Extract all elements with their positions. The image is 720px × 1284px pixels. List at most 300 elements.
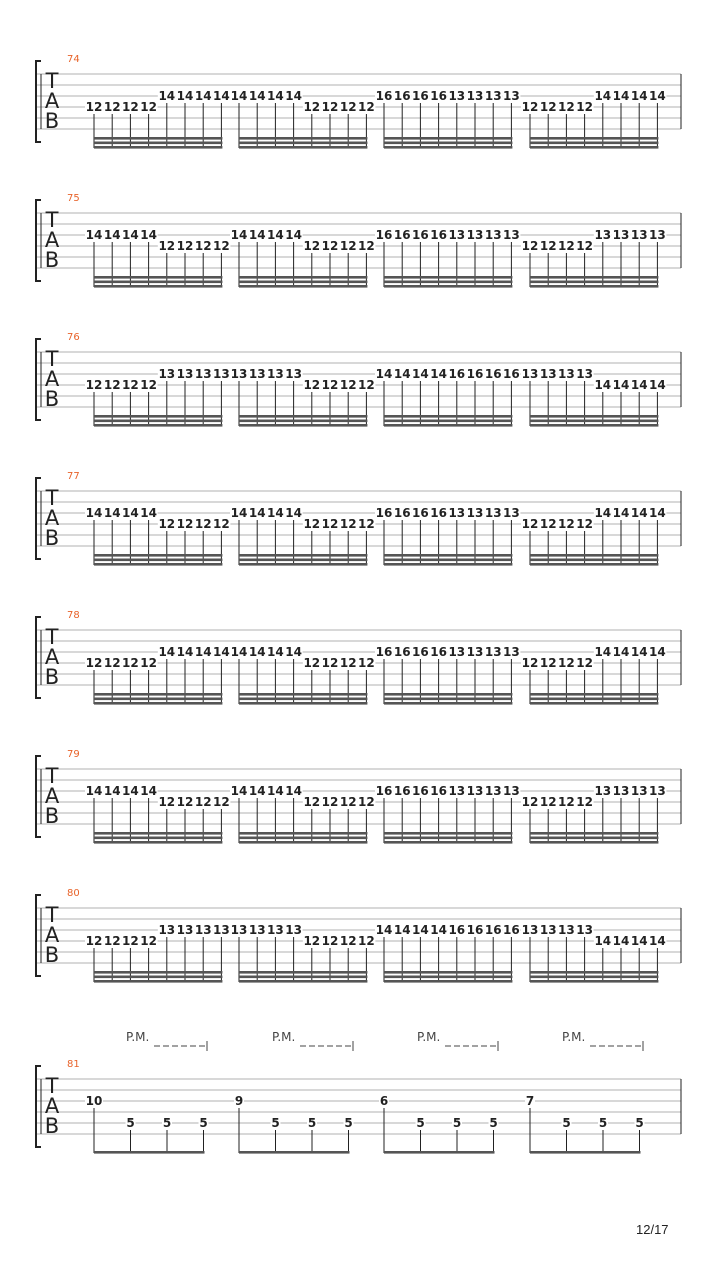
fret-number: 16 bbox=[375, 645, 393, 659]
fret-number: 14 bbox=[85, 228, 103, 242]
beam bbox=[384, 976, 512, 979]
fret-number: 12 bbox=[558, 656, 575, 670]
fret-number: 12 bbox=[194, 795, 212, 809]
tab-system bbox=[36, 54, 681, 149]
beam bbox=[384, 841, 512, 844]
fret-number: 12 bbox=[321, 934, 339, 948]
beam bbox=[530, 559, 658, 562]
fret-number: 12 bbox=[303, 934, 321, 948]
beam bbox=[530, 415, 658, 418]
fret-number: 16 bbox=[375, 506, 393, 520]
tab-clef-letter: T bbox=[45, 625, 59, 649]
fret-number: 14 bbox=[412, 367, 429, 381]
fret-number: 14 bbox=[194, 89, 212, 103]
beam bbox=[94, 137, 222, 140]
fret-number: 12 bbox=[321, 100, 339, 114]
beam bbox=[530, 693, 658, 696]
tab-clef-letter: T bbox=[45, 69, 59, 93]
fret-number: 16 bbox=[448, 367, 466, 381]
tab-clef-letter: A bbox=[44, 506, 60, 530]
fret-number: 12 bbox=[103, 100, 121, 114]
beam bbox=[94, 702, 222, 705]
system-bracket bbox=[36, 895, 41, 976]
fret-number: 13 bbox=[448, 228, 466, 242]
fret-number: 16 bbox=[503, 923, 520, 937]
beam bbox=[239, 420, 367, 423]
fret-number: 14 bbox=[285, 89, 302, 103]
measure-number: 74 bbox=[67, 54, 80, 65]
palm-mute-label: P.M. bbox=[562, 1030, 586, 1044]
fret-number: 14 bbox=[594, 934, 612, 948]
tab-clef-letter: T bbox=[45, 208, 59, 232]
measure-number: 75 bbox=[67, 193, 80, 204]
fret-number: 14 bbox=[393, 367, 411, 381]
tab-clef-letter: T bbox=[45, 347, 59, 371]
beam bbox=[530, 420, 658, 423]
fret-number: 12 bbox=[303, 795, 321, 809]
fret-number: 12 bbox=[521, 100, 539, 114]
fret-number: 12 bbox=[576, 795, 593, 809]
fret-number: 16 bbox=[412, 506, 429, 520]
fret-number: 13 bbox=[484, 506, 502, 520]
fret-number: 12 bbox=[303, 239, 321, 253]
fret-number: 13 bbox=[213, 367, 230, 381]
fret-number: 5 bbox=[452, 1116, 462, 1130]
beam bbox=[239, 276, 367, 279]
beam bbox=[239, 146, 367, 149]
beam bbox=[530, 980, 658, 983]
fret-number: 13 bbox=[176, 367, 194, 381]
fret-number: 14 bbox=[594, 506, 612, 520]
fret-number: 5 bbox=[162, 1116, 172, 1130]
fret-number: 12 bbox=[213, 239, 230, 253]
fret-number: 12 bbox=[303, 517, 321, 531]
measure-number: 79 bbox=[67, 749, 80, 760]
fret-number: 14 bbox=[230, 784, 248, 798]
fret-number: 13 bbox=[267, 367, 284, 381]
palm-mute-label: P.M. bbox=[417, 1030, 441, 1044]
fret-number: 12 bbox=[194, 517, 212, 531]
fret-number: 12 bbox=[339, 656, 357, 670]
tab-clef-letter: A bbox=[44, 784, 60, 808]
fret-number: 12 bbox=[140, 656, 157, 670]
fret-number: 12 bbox=[321, 795, 339, 809]
fret-number: 13 bbox=[466, 645, 484, 659]
fret-number: 5 bbox=[126, 1116, 135, 1130]
tab-clef-letter: B bbox=[44, 804, 60, 828]
tab-clef-letter: B bbox=[44, 665, 60, 689]
fret-number: 13 bbox=[176, 923, 194, 937]
fret-number: 14 bbox=[612, 89, 630, 103]
fret-number: 14 bbox=[375, 923, 393, 937]
beam bbox=[384, 424, 512, 427]
fret-number: 16 bbox=[430, 645, 447, 659]
fret-number: 16 bbox=[430, 89, 447, 103]
fret-number: 12 bbox=[303, 100, 321, 114]
fret-number: 12 bbox=[539, 795, 557, 809]
fret-number: 12 bbox=[176, 239, 194, 253]
fret-number: 13 bbox=[194, 923, 212, 937]
fret-number: 12 bbox=[539, 517, 557, 531]
fret-number: 16 bbox=[430, 228, 447, 242]
fret-number: 12 bbox=[558, 100, 575, 114]
beam bbox=[94, 276, 222, 279]
beam bbox=[384, 837, 512, 840]
fret-number: 14 bbox=[630, 934, 648, 948]
fret-number: 14 bbox=[649, 934, 666, 948]
fret-number: 12 bbox=[85, 378, 103, 392]
fret-number: 13 bbox=[612, 228, 630, 242]
beam bbox=[384, 420, 512, 423]
system-bracket bbox=[36, 1066, 41, 1147]
fret-number: 16 bbox=[393, 506, 411, 520]
beam bbox=[384, 146, 512, 149]
beam bbox=[384, 554, 512, 557]
fret-number: 13 bbox=[484, 89, 502, 103]
tab-clef-letter: B bbox=[44, 943, 60, 967]
beam bbox=[94, 837, 222, 840]
beam bbox=[384, 1151, 495, 1154]
beam bbox=[239, 702, 367, 705]
beam bbox=[94, 420, 222, 423]
fret-number: 13 bbox=[484, 228, 502, 242]
fret-number: 13 bbox=[630, 228, 648, 242]
beam bbox=[94, 285, 222, 288]
beam bbox=[530, 976, 658, 979]
beam bbox=[530, 554, 658, 557]
fret-number: 5 bbox=[635, 1116, 644, 1130]
fret-number: 12 bbox=[85, 656, 103, 670]
fret-number: 5 bbox=[416, 1116, 425, 1130]
beam bbox=[94, 971, 222, 974]
fret-number: 16 bbox=[393, 784, 411, 798]
fret-number: 12 bbox=[85, 934, 103, 948]
fret-number: 14 bbox=[285, 784, 302, 798]
fret-number: 16 bbox=[393, 228, 411, 242]
fret-number: 14 bbox=[649, 645, 666, 659]
fret-number: 13 bbox=[576, 367, 593, 381]
fret-number: 14 bbox=[630, 89, 648, 103]
fret-number: 14 bbox=[594, 89, 612, 103]
fret-number: 16 bbox=[503, 367, 520, 381]
fret-number: 12 bbox=[176, 795, 194, 809]
fret-number: 13 bbox=[267, 923, 284, 937]
fret-number: 14 bbox=[612, 506, 630, 520]
system-bracket bbox=[36, 339, 41, 420]
fret-number: 12 bbox=[339, 378, 357, 392]
fret-number: 12 bbox=[158, 795, 176, 809]
fret-number: 14 bbox=[630, 645, 648, 659]
fret-number: 14 bbox=[285, 228, 302, 242]
fret-number: 14 bbox=[194, 645, 212, 659]
fret-number: 5 bbox=[598, 1116, 608, 1130]
beam bbox=[239, 976, 367, 979]
fret-number: 12 bbox=[339, 795, 357, 809]
fret-number: 16 bbox=[484, 923, 502, 937]
beam bbox=[530, 142, 658, 145]
fret-number: 14 bbox=[103, 506, 121, 520]
beam bbox=[384, 971, 512, 974]
fret-number: 14 bbox=[85, 784, 103, 798]
fret-number: 7 bbox=[525, 1094, 535, 1108]
fret-number: 12 bbox=[339, 239, 357, 253]
fret-number: 14 bbox=[649, 378, 666, 392]
tab-clef-letter: T bbox=[45, 764, 59, 788]
tab-clef-letter: B bbox=[44, 109, 60, 133]
fret-number: 14 bbox=[412, 923, 429, 937]
fret-number: 16 bbox=[430, 506, 447, 520]
fret-number: 14 bbox=[213, 89, 230, 103]
beam bbox=[239, 554, 367, 557]
fret-number: 16 bbox=[412, 645, 429, 659]
fret-number: 12 bbox=[213, 517, 230, 531]
fret-number: 14 bbox=[267, 228, 284, 242]
tab-clef-letter: B bbox=[44, 387, 60, 411]
fret-number: 12 bbox=[122, 378, 139, 392]
tab-clef-letter: A bbox=[44, 923, 60, 947]
palm-mute-label: P.M. bbox=[272, 1030, 296, 1044]
beam bbox=[530, 841, 658, 844]
fret-number: 16 bbox=[375, 89, 393, 103]
fret-number: 16 bbox=[466, 367, 484, 381]
beam bbox=[384, 142, 512, 145]
beam bbox=[384, 702, 512, 705]
fret-number: 14 bbox=[612, 378, 630, 392]
fret-number: 13 bbox=[521, 923, 539, 937]
fret-number: 12 bbox=[576, 100, 593, 114]
beam bbox=[530, 698, 658, 701]
beam bbox=[94, 980, 222, 983]
fret-number: 13 bbox=[558, 367, 575, 381]
fret-number: 14 bbox=[230, 89, 248, 103]
fret-number: 12 bbox=[358, 239, 375, 253]
fret-number: 16 bbox=[412, 89, 429, 103]
fret-number: 14 bbox=[630, 506, 648, 520]
beam bbox=[239, 415, 367, 418]
fret-number: 12 bbox=[521, 517, 539, 531]
fret-number: 14 bbox=[267, 506, 284, 520]
tab-system bbox=[36, 749, 681, 844]
fret-number: 13 bbox=[484, 645, 502, 659]
beam bbox=[530, 281, 658, 284]
fret-number: 13 bbox=[576, 923, 593, 937]
fret-number: 13 bbox=[213, 923, 230, 937]
fret-number: 13 bbox=[466, 228, 484, 242]
beam bbox=[384, 980, 512, 983]
fret-number: 12 bbox=[176, 517, 194, 531]
fret-number: 13 bbox=[230, 923, 248, 937]
fret-number: 13 bbox=[448, 784, 466, 798]
fret-number: 12 bbox=[140, 378, 157, 392]
fret-number: 12 bbox=[576, 656, 593, 670]
fret-number: 13 bbox=[539, 923, 557, 937]
tab-clef-letter: T bbox=[45, 903, 59, 927]
tab-clef-letter: B bbox=[44, 1114, 60, 1138]
fret-number: 13 bbox=[503, 506, 520, 520]
beam bbox=[530, 276, 658, 279]
fret-number: 16 bbox=[412, 784, 429, 798]
beam bbox=[239, 971, 367, 974]
beam bbox=[384, 559, 512, 562]
fret-number: 14 bbox=[213, 645, 230, 659]
system-bracket bbox=[36, 200, 41, 281]
fret-number: 5 bbox=[199, 1116, 208, 1130]
fret-number: 16 bbox=[375, 228, 393, 242]
fret-number: 13 bbox=[158, 923, 176, 937]
fret-number: 12 bbox=[321, 239, 339, 253]
beam bbox=[239, 693, 367, 696]
fret-number: 14 bbox=[630, 378, 648, 392]
beam bbox=[384, 563, 512, 566]
fret-number: 12 bbox=[339, 934, 357, 948]
beam bbox=[94, 554, 222, 557]
beam bbox=[384, 285, 512, 288]
fret-number: 12 bbox=[539, 100, 557, 114]
fret-number: 14 bbox=[375, 367, 393, 381]
fret-number: 14 bbox=[612, 934, 630, 948]
tab-system bbox=[36, 332, 681, 427]
fret-number: 12 bbox=[140, 934, 157, 948]
beam bbox=[94, 415, 222, 418]
fret-number: 12 bbox=[558, 239, 575, 253]
fret-number: 16 bbox=[448, 923, 466, 937]
fret-number: 12 bbox=[321, 378, 339, 392]
fret-number: 16 bbox=[484, 367, 502, 381]
fret-number: 13 bbox=[503, 228, 520, 242]
fret-number: 5 bbox=[344, 1116, 353, 1130]
fret-number: 14 bbox=[649, 89, 666, 103]
tab-clef-letter: A bbox=[44, 89, 60, 113]
fret-number: 13 bbox=[248, 367, 266, 381]
page-indicator: 12/17 bbox=[636, 1222, 669, 1237]
fret-number: 14 bbox=[230, 645, 248, 659]
fret-number: 12 bbox=[576, 517, 593, 531]
fret-number: 12 bbox=[558, 795, 575, 809]
fret-number: 13 bbox=[594, 784, 612, 798]
measure-number: 78 bbox=[67, 610, 80, 621]
fret-number: 12 bbox=[103, 378, 121, 392]
beam bbox=[94, 976, 222, 979]
fret-number: 13 bbox=[448, 506, 466, 520]
fret-number: 16 bbox=[430, 784, 447, 798]
beam bbox=[530, 702, 658, 705]
fret-number: 14 bbox=[430, 923, 447, 937]
system-bracket bbox=[36, 617, 41, 698]
beam bbox=[530, 563, 658, 566]
fret-number: 13 bbox=[503, 89, 520, 103]
measure-number: 81 bbox=[67, 1059, 80, 1070]
fret-number: 14 bbox=[285, 506, 302, 520]
fret-number: 12 bbox=[103, 934, 121, 948]
fret-number: 14 bbox=[267, 645, 284, 659]
fret-number: 14 bbox=[649, 506, 666, 520]
fret-number: 14 bbox=[122, 228, 139, 242]
fret-number: 13 bbox=[230, 367, 248, 381]
fret-number: 12 bbox=[339, 100, 357, 114]
fret-number: 12 bbox=[85, 100, 103, 114]
fret-number: 5 bbox=[307, 1116, 317, 1130]
fret-number: 14 bbox=[140, 506, 157, 520]
tab-clef-letter: A bbox=[44, 645, 60, 669]
palm-mute-label: P.M. bbox=[126, 1030, 150, 1044]
tab-system bbox=[36, 610, 681, 705]
measure-number: 76 bbox=[67, 332, 80, 343]
beam bbox=[239, 698, 367, 701]
fret-number: 14 bbox=[248, 89, 266, 103]
fret-number: 13 bbox=[539, 367, 557, 381]
tab-system bbox=[36, 888, 681, 983]
fret-number: 12 bbox=[303, 656, 321, 670]
fret-number: 13 bbox=[158, 367, 176, 381]
fret-number: 12 bbox=[539, 656, 557, 670]
fret-number: 9 bbox=[234, 1094, 244, 1108]
fret-number: 14 bbox=[122, 784, 139, 798]
fret-number: 14 bbox=[248, 645, 266, 659]
fret-number: 12 bbox=[558, 517, 575, 531]
beam bbox=[530, 137, 658, 140]
fret-number: 12 bbox=[303, 378, 321, 392]
beam bbox=[239, 832, 367, 835]
fret-number: 12 bbox=[358, 934, 375, 948]
tab-clef-letter: A bbox=[44, 1094, 60, 1118]
fret-number: 14 bbox=[158, 89, 176, 103]
beam bbox=[94, 693, 222, 696]
fret-number: 14 bbox=[248, 784, 266, 798]
beam bbox=[94, 1151, 205, 1154]
beam bbox=[384, 693, 512, 696]
beam bbox=[94, 698, 222, 701]
fret-number: 14 bbox=[430, 367, 447, 381]
beam bbox=[94, 563, 222, 566]
fret-number: 16 bbox=[412, 228, 429, 242]
fret-number: 14 bbox=[230, 506, 248, 520]
fret-number: 14 bbox=[594, 378, 612, 392]
fret-number: 12 bbox=[339, 517, 357, 531]
fret-number: 12 bbox=[539, 239, 557, 253]
fret-number: 14 bbox=[176, 89, 194, 103]
beam bbox=[239, 424, 367, 427]
fret-number: 12 bbox=[194, 239, 212, 253]
fret-number: 12 bbox=[521, 656, 539, 670]
tab-system bbox=[36, 471, 681, 566]
fret-number: 13 bbox=[448, 645, 466, 659]
beam bbox=[384, 698, 512, 701]
tab-clef-letter: B bbox=[44, 526, 60, 550]
beam bbox=[530, 1151, 641, 1154]
beam bbox=[384, 832, 512, 835]
beam bbox=[94, 832, 222, 835]
fret-number: 14 bbox=[85, 506, 103, 520]
fret-number: 13 bbox=[285, 923, 302, 937]
fret-number: 14 bbox=[230, 228, 248, 242]
fret-number: 12 bbox=[122, 934, 139, 948]
tab-clef-letter: T bbox=[45, 486, 59, 510]
fret-number: 14 bbox=[140, 784, 157, 798]
measure-number: 80 bbox=[67, 888, 80, 899]
fret-number: 5 bbox=[489, 1116, 498, 1130]
measure-number: 77 bbox=[67, 471, 80, 482]
beam bbox=[94, 841, 222, 844]
fret-number: 5 bbox=[562, 1116, 571, 1130]
beam bbox=[530, 424, 658, 427]
fret-number: 12 bbox=[358, 656, 375, 670]
beam bbox=[239, 1151, 350, 1154]
fret-number: 12 bbox=[521, 239, 539, 253]
fret-number: 14 bbox=[140, 228, 157, 242]
fret-number: 12 bbox=[213, 795, 230, 809]
fret-number: 14 bbox=[122, 506, 139, 520]
fret-number: 12 bbox=[358, 795, 375, 809]
